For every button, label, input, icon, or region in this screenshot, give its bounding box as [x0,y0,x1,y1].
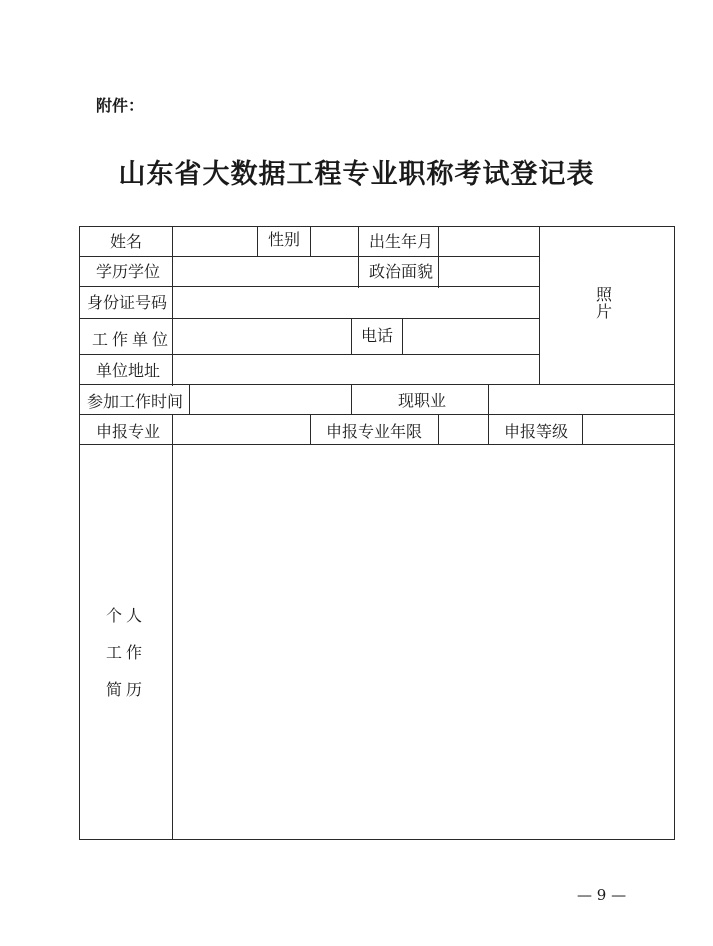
id-number-label: 身份证号码 [87,293,168,312]
row-divider [79,414,675,415]
page-number: — 9 — [577,886,627,904]
resume-label-line-1: 个人 [105,606,146,625]
row-divider [79,286,540,287]
page-title: 山东省大数据工程专业职称考试登记表 [118,159,595,190]
col-divider [351,318,352,354]
address-field[interactable] [174,356,538,383]
employer-field[interactable] [174,320,350,353]
level-label: 申报等级 [504,422,569,441]
attachment-label: 附件： [96,96,145,115]
row-divider [79,256,540,257]
col-divider [438,414,439,444]
gender-label: 性别 [268,230,301,249]
col-divider [310,414,311,444]
work-start-date-field[interactable] [191,386,350,413]
gender-field[interactable] [312,228,357,255]
resume-label-line-2: 工作 [105,643,146,662]
resume-field[interactable] [174,446,673,838]
phone-field[interactable] [404,320,538,353]
current-occupation-label: 现职业 [398,391,447,410]
col-divider [351,384,352,414]
resume-label-line-3: 简历 [105,680,146,699]
col-divider [310,226,311,256]
work-start-date-label: 参加工作时间 [87,392,184,411]
table-border-top [79,226,675,227]
table-border-right [674,226,675,840]
photo-border-left [539,226,540,384]
col-divider [582,414,583,444]
education-field[interactable] [174,258,357,285]
table-border-bottom [79,839,675,840]
level-field[interactable] [584,416,673,443]
address-label: 单位地址 [96,361,161,380]
col-divider [257,226,258,256]
col-divider [438,226,439,288]
name-field[interactable] [174,228,256,255]
political-status-field[interactable] [440,258,538,285]
col-divider [402,318,403,354]
major-years-field[interactable] [440,416,487,443]
row-divider [79,318,540,319]
col-divider [488,384,489,414]
major-years-label: 申报专业年限 [326,422,423,441]
political-status-label: 政治面貌 [369,262,434,281]
employer-label: 工作单位 [92,330,173,349]
phone-label: 电话 [361,326,394,345]
major-field[interactable] [174,416,309,443]
label-column-divider [172,414,173,840]
major-label: 申报专业 [96,422,161,441]
col-divider [189,384,190,414]
col-divider [488,414,489,444]
row-divider [79,384,675,385]
birth-date-field[interactable] [440,228,538,255]
row-divider [79,444,675,445]
id-number-field[interactable] [174,288,538,317]
label-column-divider [172,226,173,386]
photo-label: 照片 [595,285,612,321]
col-divider [358,226,359,288]
education-label: 学历学位 [96,262,161,281]
row-divider [79,354,540,355]
current-occupation-field[interactable] [490,386,673,413]
birth-date-label: 出生年月 [369,232,434,251]
table-border-left [79,226,80,840]
name-label: 姓名 [110,232,143,251]
